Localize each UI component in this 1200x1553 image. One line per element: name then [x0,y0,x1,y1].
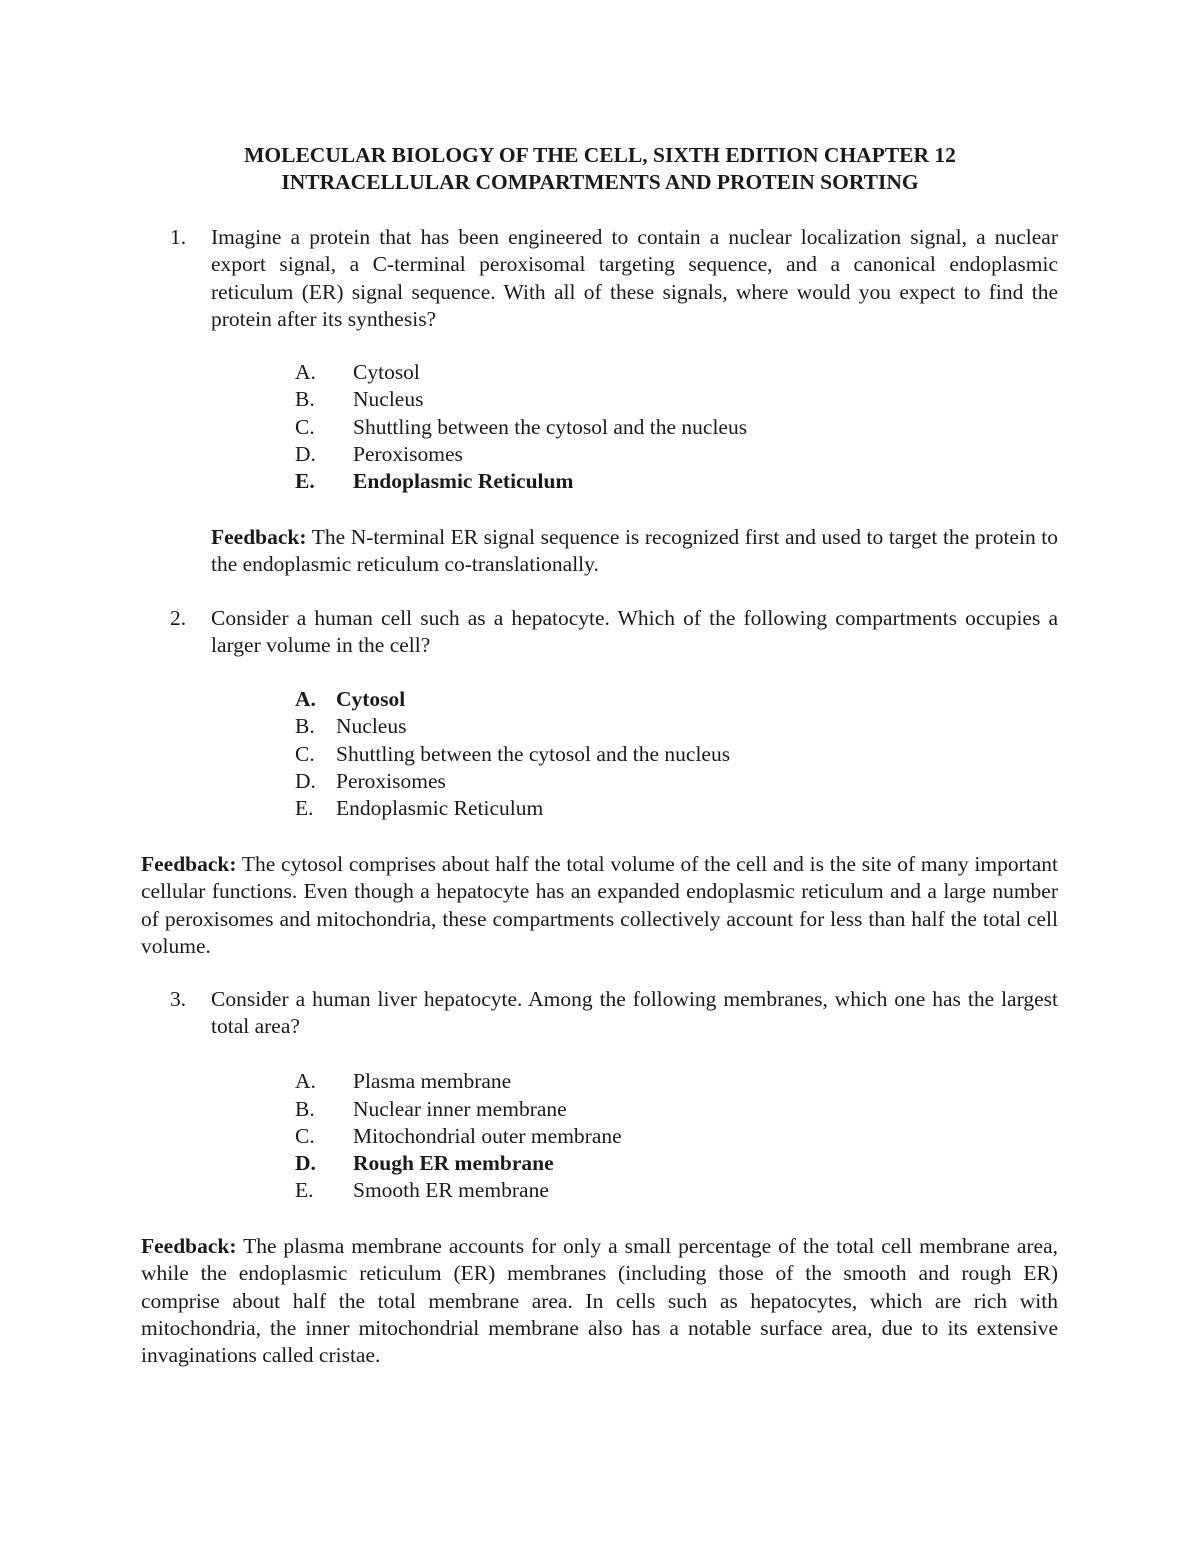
option-letter: A. [295,687,316,711]
question-number: 2. [170,606,187,630]
feedback-1 [211,524,1058,579]
question-text: Consider a human cell such as a hepatocyte. Which of the following compartments occupies a larger volume in the cell? [211,606,1058,658]
option-letter: A. [295,1069,316,1093]
feedback-text: The cytosol comprises about half the total volume of the cell and is the site of many important cellular functions. Even though a hepatocyte has an expanded endoplasmic reticulum and a large number of peroxisomes and mitochondria, these compartments collectively account for less than half the total cell volume. [141,852,1058,958]
option-text: Endoplasmic Reticulum [353,469,574,493]
title-line-2: INTRACELLULAR COMPARTMENTS AND PROTEIN SORTING [281,170,919,194]
option-text: Peroxisomes [336,769,446,793]
feedback-label: Feedback: [211,525,307,549]
option-letter: C. [295,415,315,439]
option-text: Nucleus [336,714,407,738]
option-letter: B. [295,1097,315,1121]
option-text: Nuclear inner membrane [353,1097,567,1121]
option-letter: D. [295,442,316,466]
option-text: Shuttling between the cytosol and the nucleus [336,742,731,766]
option-text: Shuttling between the cytosol and the nucleus [353,415,748,439]
option-letter: E. [295,796,314,820]
option-letter: D. [295,1151,316,1175]
option-letter: E. [295,469,315,493]
option-text: Mitochondrial outer membrane [353,1124,622,1148]
option-text: Cytosol [353,360,420,384]
option-letter: A. [295,360,316,384]
question-text: Imagine a protein that has been engineered to contain a nuclear localization signal, a nuclear export signal, a C-terminal peroxisomal targeting sequence, and a canonical endoplasmic reticulum (ER) signal sequence. With all of these signals, where would you expect to find the protein after its synthesis? [211,225,1058,331]
option-letter: B. [295,387,315,411]
option-text: Cytosol [336,687,406,711]
option-text: Nucleus [353,387,424,411]
feedback-text: The N-terminal ER signal sequence is recognized first and used to target the protein to the endoplasmic reticulum co-translationally. [211,525,1058,577]
option-letter: B. [295,714,315,738]
question-text: Consider a human liver hepatocyte. Among the following membranes, which one has the largest total area? [211,987,1058,1039]
option-text: Peroxisomes [353,442,463,466]
option-text: Plasma membrane [353,1069,512,1093]
option-text: Rough ER membrane [353,1151,554,1175]
feedback-2 [141,851,1058,960]
title-line-1: MOLECULAR BIOLOGY OF THE CELL, SIXTH EDITION CHAPTER 12 [244,143,956,167]
option-letter: D. [295,769,316,793]
feedback-3 [141,1233,1058,1369]
option-text: Endoplasmic Reticulum [336,796,544,820]
option-letter: C. [295,1124,315,1148]
feedback-label: Feedback: [141,852,237,876]
option-letter: C. [295,742,315,766]
question-number: 3. [170,987,187,1011]
question-number: 1. [170,225,187,249]
feedback-label: Feedback: [141,1234,237,1258]
document-title [0,142,1200,196]
option-letter: E. [295,1178,314,1202]
feedback-text: The plasma membrane accounts for only a small percentage of the total cell membrane area, while the endoplasmic reticulum (ER) membranes (including those of the smooth and rough ER) comprise about half the total membrane area. In cells such as hepatocytes, which are rich with mitochondria, the inner mitochondrial membrane also has a notable surface area, due to its extensive invaginations called cristae. [141,1234,1058,1368]
option-text: Smooth ER membrane [353,1178,549,1202]
